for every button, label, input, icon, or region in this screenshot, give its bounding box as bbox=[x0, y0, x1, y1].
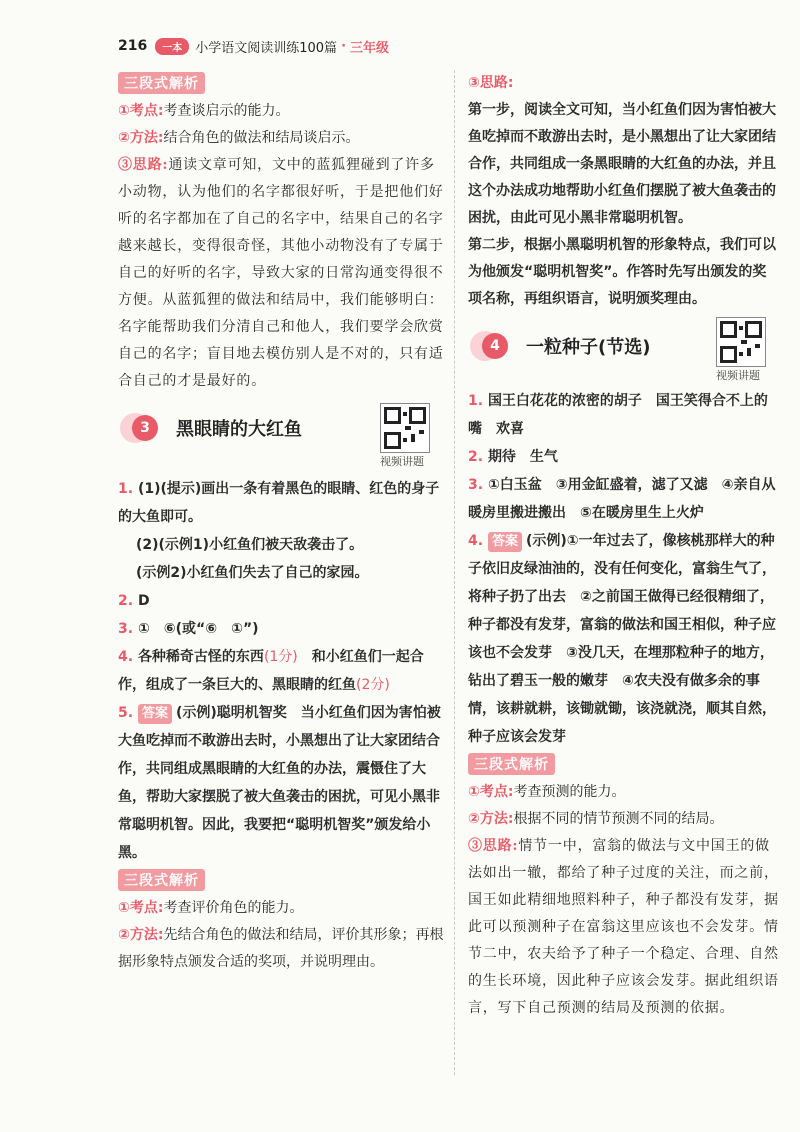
analysis-approach bbox=[118, 152, 444, 395]
analysis-badge: 三段式解析 bbox=[118, 72, 205, 94]
answer-text: ①白玉盆 ③用金缸盛着，滤了又滤 ④亲自从暖房里搬进搬出 ⑤在暖房里生上火炉 bbox=[468, 477, 776, 521]
answer-1 bbox=[468, 387, 780, 443]
qr-caption: 视频讲题 bbox=[380, 455, 424, 468]
label: ①考点: bbox=[118, 103, 164, 119]
analysis-badge: 三段式解析 bbox=[118, 869, 205, 891]
answer-2 bbox=[118, 587, 444, 615]
text: 考查谈启示的能力。 bbox=[163, 103, 290, 119]
text: 根据不同的情节预测不同的结局。 bbox=[513, 811, 724, 827]
answer-number: 3. bbox=[118, 621, 134, 637]
label: ③思路: bbox=[118, 157, 169, 173]
text: 考查预测的能力。 bbox=[513, 784, 626, 800]
text: 先结合角色的做法和结局，评价其形象；再根据形象特点颁发合适的奖项，并说明理由。 bbox=[118, 927, 444, 970]
answer-4 bbox=[118, 643, 444, 699]
answer-text: (1)(提示)画出一条有着黑色的眼睛、红色的身子的大鱼即可。 bbox=[118, 481, 440, 525]
analysis-step-1: 第一步，阅读全文可知，当小红鱼们因为害怕被大鱼吃掉而不敢游出去时，是小黑想出了让大家团结合作，共同组成一条黑眼睛的大红鱼的办法，并且这个办法成功地帮助小红鱼们摆脱了被大鱼袭击的困扰，由此可见小黑非常聪明机智。 bbox=[468, 102, 776, 226]
analysis-method bbox=[118, 125, 444, 152]
answer-text: D bbox=[137, 593, 150, 609]
text: 通读文章可知，文中的蓝狐狸碰到了许多小动物，认为他们的名字都很好听，于是把他们好听的名字都加在了自己的名字中，结果自己的名字越来越长，变得很奇怪，其他小动物没有了专属于自己的好听的名字，导致大家的日常沟通变得很不方便。从蓝狐狸的做法和结局中，我们能够明白：名字能帮助我们分清自己和他人，我们要学会欣赏自己的名字；盲目地去模仿别人是不对的，只有适合自己的才是最好的。 bbox=[118, 157, 444, 389]
section-number: 3 bbox=[132, 415, 158, 441]
qr-code-icon[interactable] bbox=[380, 403, 430, 453]
analysis-point bbox=[118, 98, 444, 125]
label: ①考点: bbox=[118, 900, 164, 916]
answer-3 bbox=[468, 471, 780, 527]
page-header bbox=[118, 34, 389, 58]
answer-number: 3. bbox=[468, 477, 484, 493]
answer-2 bbox=[468, 443, 780, 471]
answer-5 bbox=[118, 699, 444, 867]
answer-number: 4. bbox=[468, 533, 484, 549]
answer-3 bbox=[118, 615, 444, 643]
section-title: 一粒种子(节选) bbox=[526, 337, 651, 358]
text: 情节一中，富翁的做法与文中国王的做法如出一辙，都给了种子过度的关注，而之前，国王如此精细地照料种子，种子都没有发芽，据此可以预测种子在富翁这里应该也不会发芽。情节二中，农夫给予了种子一个稳定、合理、自然的生长环境，因此种子应该会发芽。据此组织语言，写下自己预测的结局及预测的依据。 bbox=[468, 838, 779, 1016]
answer-number: 5. bbox=[118, 705, 134, 721]
answer-number: 2. bbox=[118, 593, 134, 609]
section-heading-4 bbox=[468, 319, 780, 382]
analysis-method bbox=[118, 922, 444, 976]
analysis-point bbox=[118, 895, 444, 922]
score: (1分) bbox=[263, 649, 298, 665]
column-divider bbox=[454, 70, 455, 1075]
answer-tag: 答案 bbox=[138, 704, 172, 724]
analysis-approach-label bbox=[468, 70, 780, 97]
answer-text: 期待 生气 bbox=[487, 449, 558, 465]
qr-code-icon[interactable] bbox=[716, 317, 766, 367]
answer-text: (示例)聪明机智奖 当小红鱼们因为害怕被大鱼吃掉而不敢游出去时，小黑想出了让大家团结合作，共同组成黑眼睛的大红鱼的办法，震慑住了大鱼，帮助大家摆脱了被大鱼袭击的困扰，可见小黑非常聪明机智。因此，我要把“聪明机智奖”颁发给小黑。 bbox=[118, 705, 441, 861]
qr-caption: 视频讲题 bbox=[716, 369, 760, 382]
answer-text: (示例)①一年过去了，像核桃那样大的种子依旧皮绿油油的，没有任何变化，富翁生气了，将种子扔了出去 ②之前国王做得已经很精细了，种子都没有发芽，富翁的做法和国王相似，种子应该也不会发芽 ③没几天，在埋那粒种子的地方，钻出了碧玉一般的嫩芽 ④农夫没有做多余的事情，该耕就耕，该锄就锄，该浇就浇，顺其自然，种子应该会发芽 bbox=[468, 533, 776, 745]
section-number: 4 bbox=[482, 333, 508, 359]
label: ②方法: bbox=[118, 927, 164, 943]
answer-number: 1. bbox=[468, 393, 484, 409]
analysis-step-2: 第二步，根据小黑聪明机智的形象特点，我们可以为他颁发“聪明机智奖”。作答时先写出颁发的奖项名称，再组织语言，说明颁奖理由。 bbox=[468, 237, 776, 307]
answer-1-part2: (2)(示例1)小红鱼们被天敌袭击了。 bbox=[136, 537, 364, 553]
analysis-approach bbox=[468, 833, 780, 1022]
section-title: 黑眼睛的大红鱼 bbox=[176, 419, 302, 440]
section-heading-3 bbox=[118, 401, 444, 468]
answer-text: 各种稀奇古怪的东西 bbox=[137, 649, 264, 665]
answer-number: 4. bbox=[118, 649, 134, 665]
page-number: 216 bbox=[118, 38, 148, 54]
answer-tag: 答案 bbox=[488, 532, 522, 552]
analysis-point bbox=[468, 779, 780, 806]
answer-4 bbox=[468, 527, 780, 751]
answer-number: 1. bbox=[118, 481, 134, 497]
publisher-logo: 一本 bbox=[155, 38, 189, 55]
label: ③思路: bbox=[468, 838, 519, 854]
label: ③思路: bbox=[468, 75, 514, 91]
answer-1-part3: (示例2)小红鱼们失去了自己的家园。 bbox=[136, 565, 369, 581]
header-separator: · bbox=[341, 38, 347, 54]
answer-number: 2. bbox=[468, 449, 484, 465]
left-column bbox=[118, 70, 444, 976]
grade-label: 三年级 bbox=[350, 40, 390, 56]
answer-text: 和小红鱼们一起合作，组成了一条巨大的、黑眼睛的红鱼 bbox=[118, 649, 424, 693]
label: ②方法: bbox=[468, 811, 514, 827]
answer-text: 国王白花花的浓密的胡子 国王笑得合不上的嘴 欢喜 bbox=[468, 393, 768, 437]
label: ②方法: bbox=[118, 130, 164, 146]
book-title: 小学语文阅读训练100篇 bbox=[195, 40, 338, 56]
text: 考查评价角色的能力。 bbox=[163, 900, 304, 916]
label: ①考点: bbox=[468, 784, 514, 800]
analysis-badge: 三段式解析 bbox=[468, 753, 555, 775]
score: (2分) bbox=[356, 677, 390, 693]
right-column bbox=[468, 70, 780, 1022]
answer-text: ① ⑥(或“⑥ ①”) bbox=[137, 621, 259, 637]
analysis-method bbox=[468, 806, 780, 833]
answer-1 bbox=[118, 475, 444, 531]
text: 结合角色的做法和结局谈启示。 bbox=[163, 130, 360, 146]
